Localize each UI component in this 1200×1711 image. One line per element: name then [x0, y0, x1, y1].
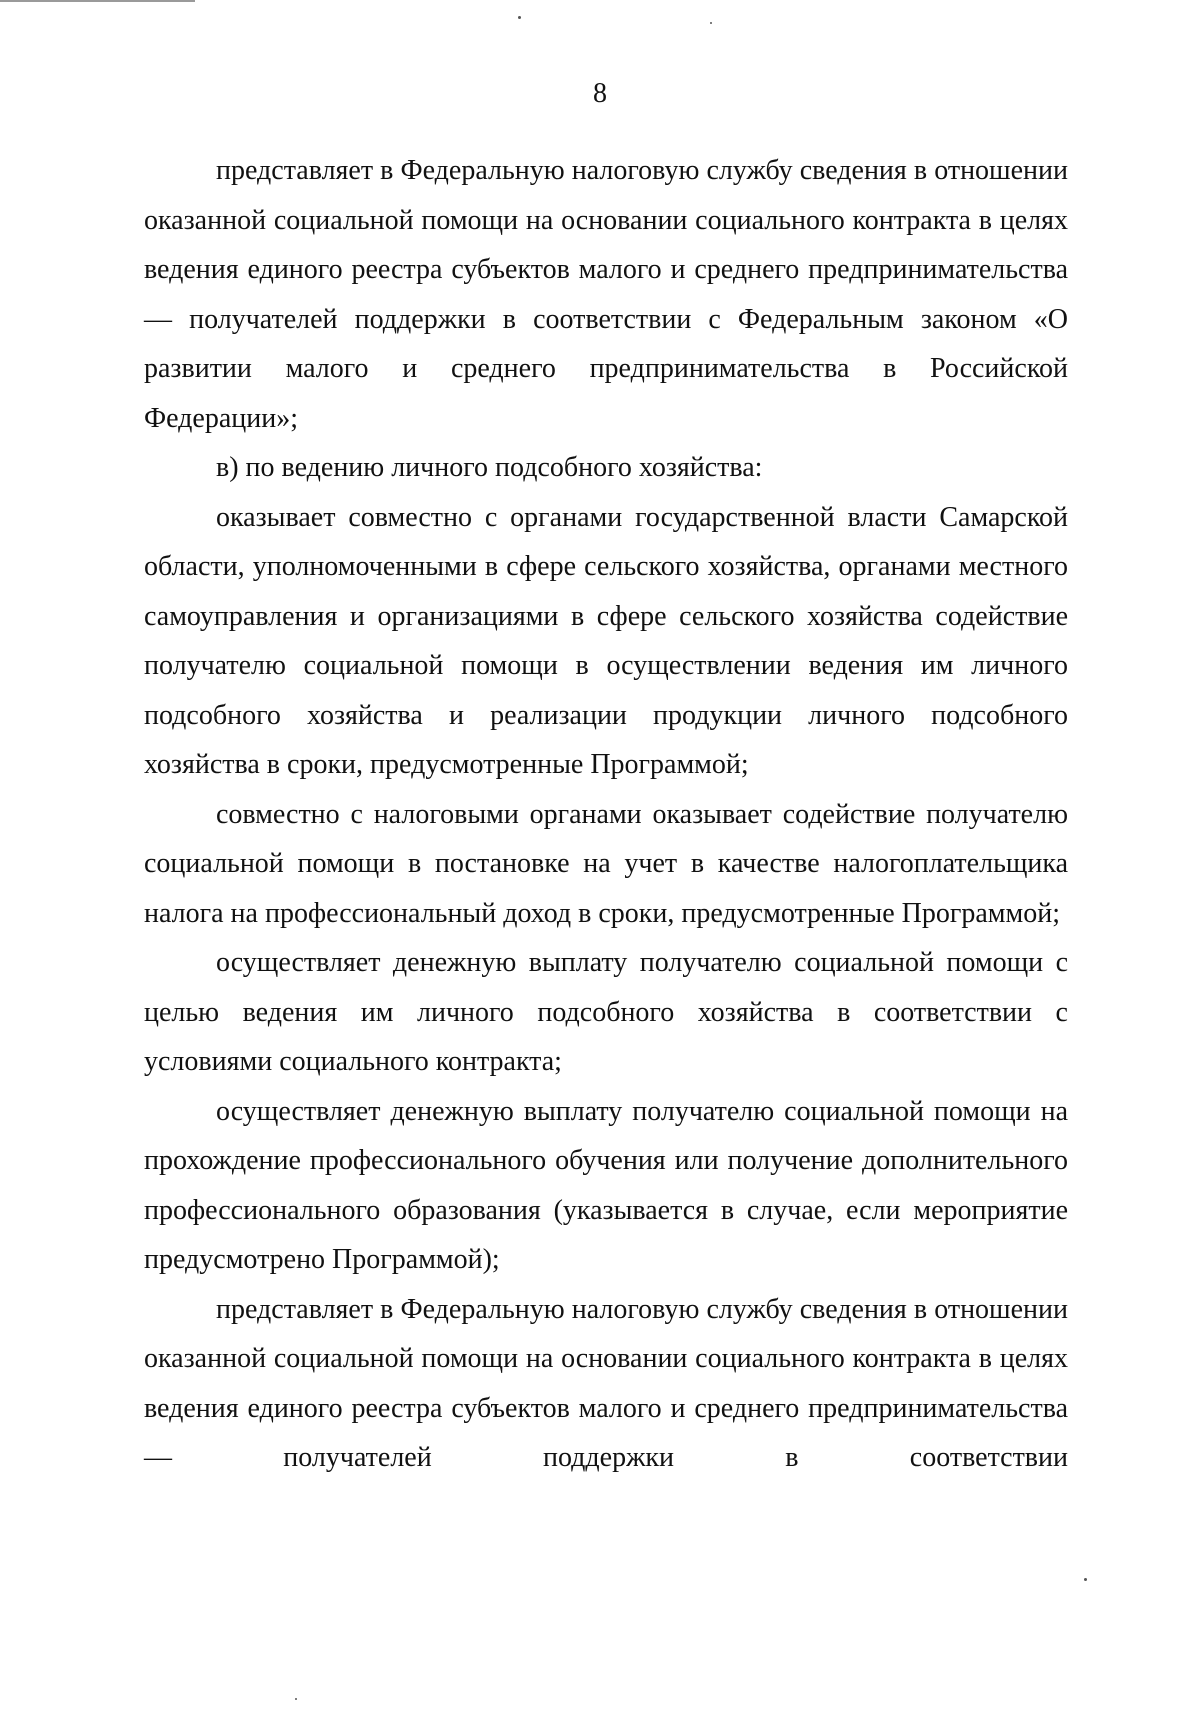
- scan-speck: [518, 16, 521, 19]
- scan-speck: [1084, 1578, 1087, 1581]
- paragraph-payment-training: осуществляет денежную выплату получателю социальной помощи на прохождение профессионального обучения или получение дополнительного профессионального образования (указывается в случае, если мероприятие предусмотрено Программой);: [144, 1095, 1068, 1275]
- scan-speck: [710, 22, 712, 24]
- scan-edge-mark: [0, 0, 195, 2]
- scan-speck: [295, 1698, 297, 1700]
- paragraph-nalog-service: представляет в Федеральную налоговую службу сведения в отношении оказанной социальной помощи на основании социального контракта в целях ведения единого реестра субъектов малого и среднего предпринимательства — получателей поддержки в соответствии с Федеральным законом «О развитии малого и среднего предпринимательства в Российской Федерации»;: [144, 155, 1068, 434]
- paragraph-subheading-household: в) по ведению личного подсобного хозяйства:: [216, 452, 763, 483]
- document-body: [144, 146, 1068, 1483]
- paragraph-tax-registration: совместно с налоговыми органами оказывает содействие получателю социальной помощи в постановке на учет в качестве налогоплательщика налога на профессиональный доход в сроки, предусмотренные Программой;: [144, 798, 1068, 929]
- paragraph-assistance-household: оказывает совместно с органами государственной власти Самарской области, уполномоченными в сфере сельского хозяйства, органами местного самоуправления и организациями в сфере сельского хозяйства содействие получателю социальной помощи в осуществлении ведения им личного подсобного хозяйства и реализации продукции личного подсобного хозяйства в сроки, предусмотренные Программой;: [144, 501, 1068, 780]
- paragraph-payment-household: осуществляет денежную выплату получателю социальной помощи с целью ведения им личного подсобного хозяйства в соответствии с условиями социального контракта;: [144, 947, 1068, 1077]
- paragraph-nalog-service-repeat: представляет в Федеральную налоговую службу сведения в отношении оказанной социальной помощи на основании социального контракта в целях ведения единого реестра субъектов малого и среднего предпринимательства — получателей поддержки в соответствии: [144, 1293, 1068, 1473]
- page-number: 8: [593, 78, 607, 109]
